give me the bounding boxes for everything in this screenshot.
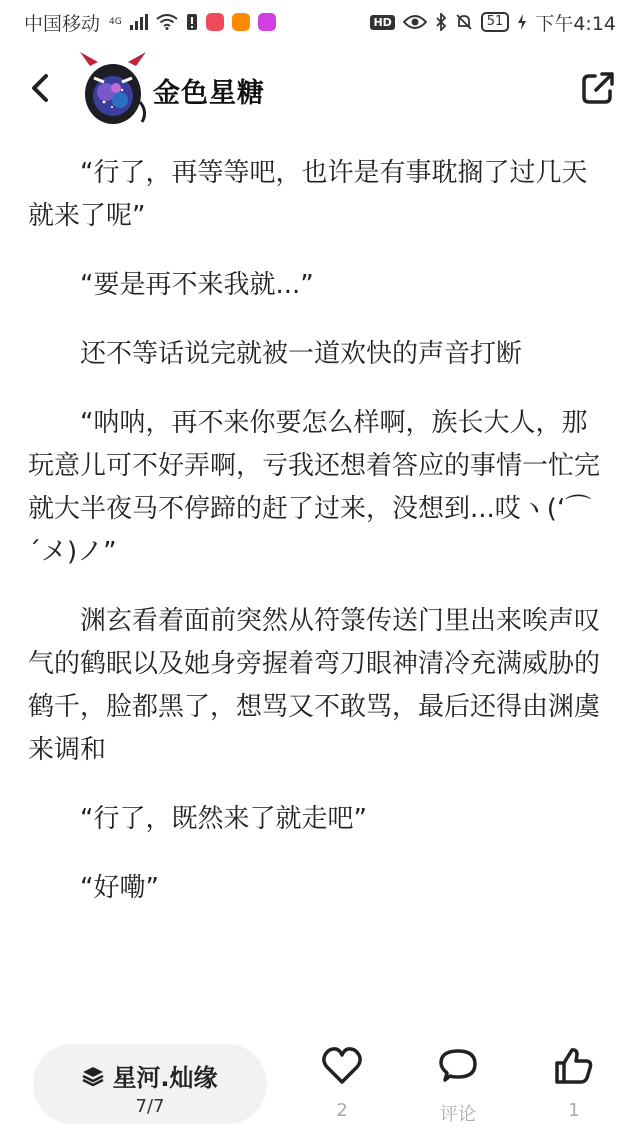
collection-name: 星河.灿缘 (112, 1064, 218, 1092)
paragraph: “行了，既然来了就走吧” (80, 804, 367, 834)
like-button[interactable] (302, 1046, 382, 1121)
paragraph: “要是再不来我就...” (80, 270, 314, 300)
video-app-icon (232, 13, 250, 31)
layers-icon (82, 1065, 104, 1087)
paragraph: “行了，再等等吧，也许是有事耽搁了过几天就来了呢” (28, 158, 588, 231)
bluetooth-icon (435, 13, 447, 31)
clock: 下午4:14 (535, 12, 616, 35)
thumbs-up-count: 1 (568, 1100, 580, 1121)
battery-indicator: 51 (481, 12, 510, 32)
comment-button[interactable] (418, 1046, 498, 1126)
carrier-label: 中国移动 (24, 12, 101, 35)
heart-icon (321, 1046, 363, 1086)
signal-icon (130, 14, 148, 30)
page-title: 金色星糖 (153, 78, 265, 109)
paragraph: 渊玄看着面前突然从符箓传送门里出来唉声叹气的鹤眠以及她身旁握着弯刀眼神清冷充满威胁的鹤千，脸都黑了，想骂又不敢骂，最后还得由渊虞来调和 (28, 606, 601, 765)
paragraph: 还不等话说完就被一道欢快的声音打断 (80, 339, 523, 369)
devil-avatar-icon (76, 52, 150, 126)
comment-label: 评论 (440, 1104, 476, 1125)
alert-icon (186, 13, 198, 31)
collection-button[interactable] (33, 1044, 267, 1124)
collection-header (33, 1058, 267, 1093)
eye-icon (403, 14, 427, 30)
chevron-left-icon (22, 68, 62, 108)
share-button[interactable] (578, 68, 618, 108)
message-app-icon (258, 13, 276, 31)
bottom-action-bar (0, 1036, 640, 1138)
charging-icon (517, 13, 527, 31)
thumbs-up-button[interactable] (534, 1046, 614, 1121)
author-avatar[interactable] (76, 52, 150, 126)
wifi-icon (156, 14, 178, 30)
status-bar (0, 0, 640, 44)
collection-count: 7/7 (135, 1096, 165, 1117)
hd-badge: HD (370, 15, 394, 30)
top-nav (0, 44, 640, 134)
comment-bubble-icon (437, 1046, 479, 1086)
paragraph: “好嘞” (80, 873, 159, 903)
back-button[interactable] (22, 68, 62, 108)
mute-bell-icon (455, 13, 473, 31)
app-notification-icon (206, 13, 224, 31)
paragraph: “呐呐，再不来你要怎么样啊，族长大人，那玩意儿可不好弄啊，亏我还想着答应的事情一忙完就大半夜马不停蹄的赶了过来，没想到...哎ヽ(‘⌒´メ)ノ” (28, 408, 601, 567)
thumbs-up-icon (553, 1046, 595, 1086)
article-body (28, 152, 612, 936)
share-external-icon (578, 68, 618, 108)
like-count: 2 (336, 1100, 348, 1121)
status-left (24, 9, 276, 36)
network-type: 4G (109, 17, 122, 27)
status-right (370, 9, 616, 36)
